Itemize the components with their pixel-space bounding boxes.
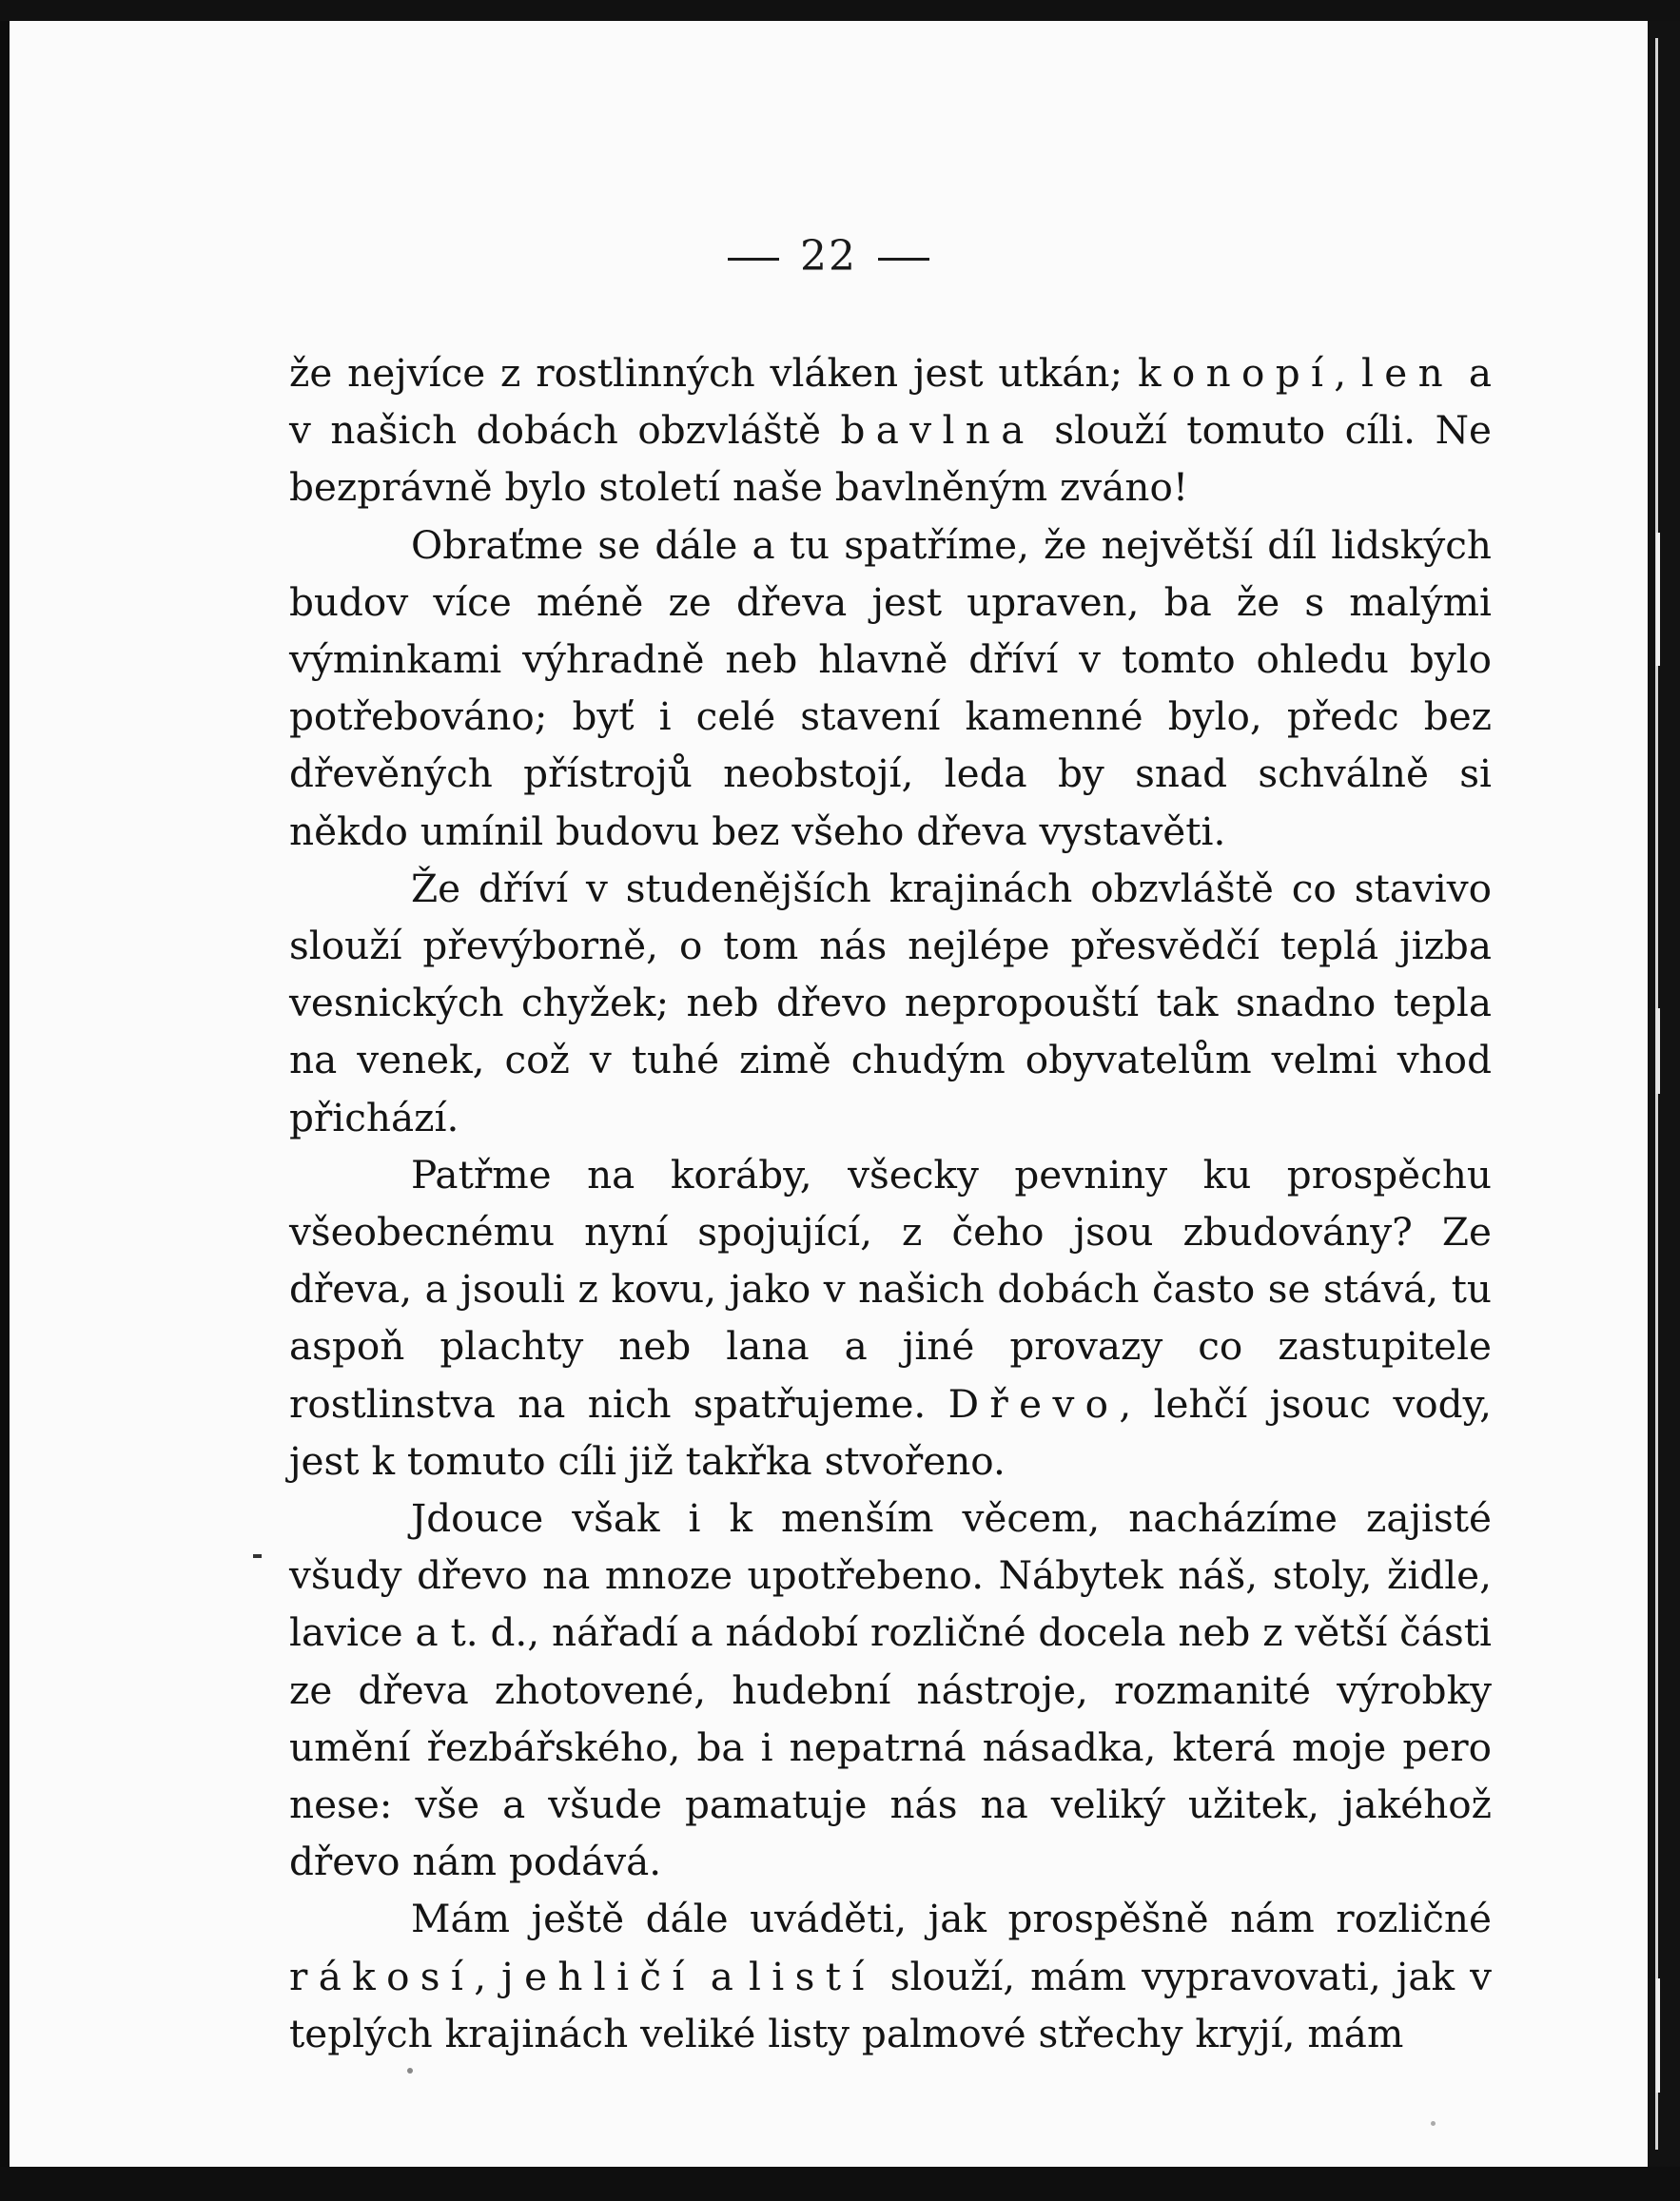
paragraph-2 xyxy=(289,516,1492,860)
emphasis-spaced: len xyxy=(1360,350,1455,396)
page-number-header xyxy=(10,232,1648,281)
emphasis-spaced: Dřevo xyxy=(947,1380,1120,1427)
book-edge-highlight xyxy=(1656,1978,1660,2093)
text-run: slouží, mám vypravovati, jak v teplých krajinách veliké listy palmové střechy kryjí, mám xyxy=(289,1953,1492,2056)
text-run: slouží tomuto cíli. Ne bezprávně bylo století naše bavlněným zváno! xyxy=(289,407,1492,511)
emphasis-spaced: bavlna xyxy=(840,407,1035,454)
page-number: 22 xyxy=(800,232,857,281)
scan-right-border xyxy=(1648,21,1680,2167)
paragraph-5 xyxy=(289,1490,1492,1890)
text-run: , xyxy=(1334,350,1361,396)
emphasis-spaced: listí xyxy=(749,1953,875,1999)
text-run: Jdouce však i k menším věcem, nacházíme zajisté všudy dřevo na mnoze upotřebeno. Nábytek náš, stoly, židle, lavice a t. d., nářadí a nádobí rozličné docela neb z větší části ze dřeva zhotovené, hudební nástroje, rozmanité výrobky umění řezbářského, ba i nepatrná násadka, která moje pero nese: vše a všude pamatuje nás na veliký užitek, jakéhož dřevo nám podává. xyxy=(289,1495,1493,1885)
book-edge-highlight xyxy=(1656,1008,1660,1094)
folio-dash-right xyxy=(878,258,929,261)
body-text xyxy=(289,344,1492,2062)
text-run: Patřme na koráby, všecky pevniny ku prospěchu všeobecnému nyní spojující, z čeho jsou zbudovány? Ze dřeva, a jsouli z kovu, jako v našich dobách často se stává, tu aspoň plachty neb lana a jiné provazy co zastupitele rostlinstva na nich spatřujeme. xyxy=(289,1151,1492,1427)
paper-sheet xyxy=(10,21,1648,2167)
emphasis-spaced: rákosí xyxy=(289,1953,475,1999)
scan-bottom-border xyxy=(0,2167,1680,2201)
emphasis-spaced: konopí xyxy=(1137,350,1335,396)
folio-dash-left xyxy=(728,258,779,261)
text-run: Že dříví v studenějších krajinách obzvláště co stavivo slouží převýborně, o tom nás nejlépe přesvědčí teplá jizba vesnických chyžek; neb dřevo nepropouští tak snadno tepla na venek, což v tuhé zimě chudým obyvatelům velmi vhod přichází. xyxy=(289,865,1492,1140)
emphasis-spaced: jehličí xyxy=(501,1953,695,1999)
text-run: , xyxy=(474,1953,502,1999)
text-run: a v našich dobách obzvláště xyxy=(289,350,1492,454)
book-edge-highlight xyxy=(1656,533,1660,666)
book-edge-line xyxy=(1655,38,1658,2150)
paragraph-3 xyxy=(289,860,1492,1146)
scan-speck xyxy=(1431,2121,1436,2126)
paragraph-4 xyxy=(289,1146,1492,1490)
text-run: , lehčí jsouc vody, jest k tomuto cíli již takřka stvořeno. xyxy=(289,1380,1492,1484)
text-run: Mám ještě dále uváděti, jak prospěšně nám rozličné xyxy=(411,1896,1492,1942)
scan-speck xyxy=(407,2068,413,2074)
margin-mark xyxy=(253,1554,262,1558)
paragraph-1 xyxy=(289,344,1492,516)
text-run: že nejvíce z rostlinných vláken jest utkán; xyxy=(289,350,1138,396)
paragraph-6 xyxy=(289,1890,1492,2062)
text-run: a xyxy=(694,1953,749,1999)
text-run: Obraťme se dále a tu spatříme, že největší díl lidských budov více méně ze dřeva jest upraven, ba že s malými výminkami výhradně neb hlavně dříví v tomto ohledu bylo potřebováno; byť i celé stavení kamenné bylo, předc bez dřevěných přístrojů neobstojí, leda by snad schválně si někdo umínil budovu bez všeho dřeva vystavěti. xyxy=(289,521,1492,854)
scan-top-border xyxy=(0,0,1680,21)
